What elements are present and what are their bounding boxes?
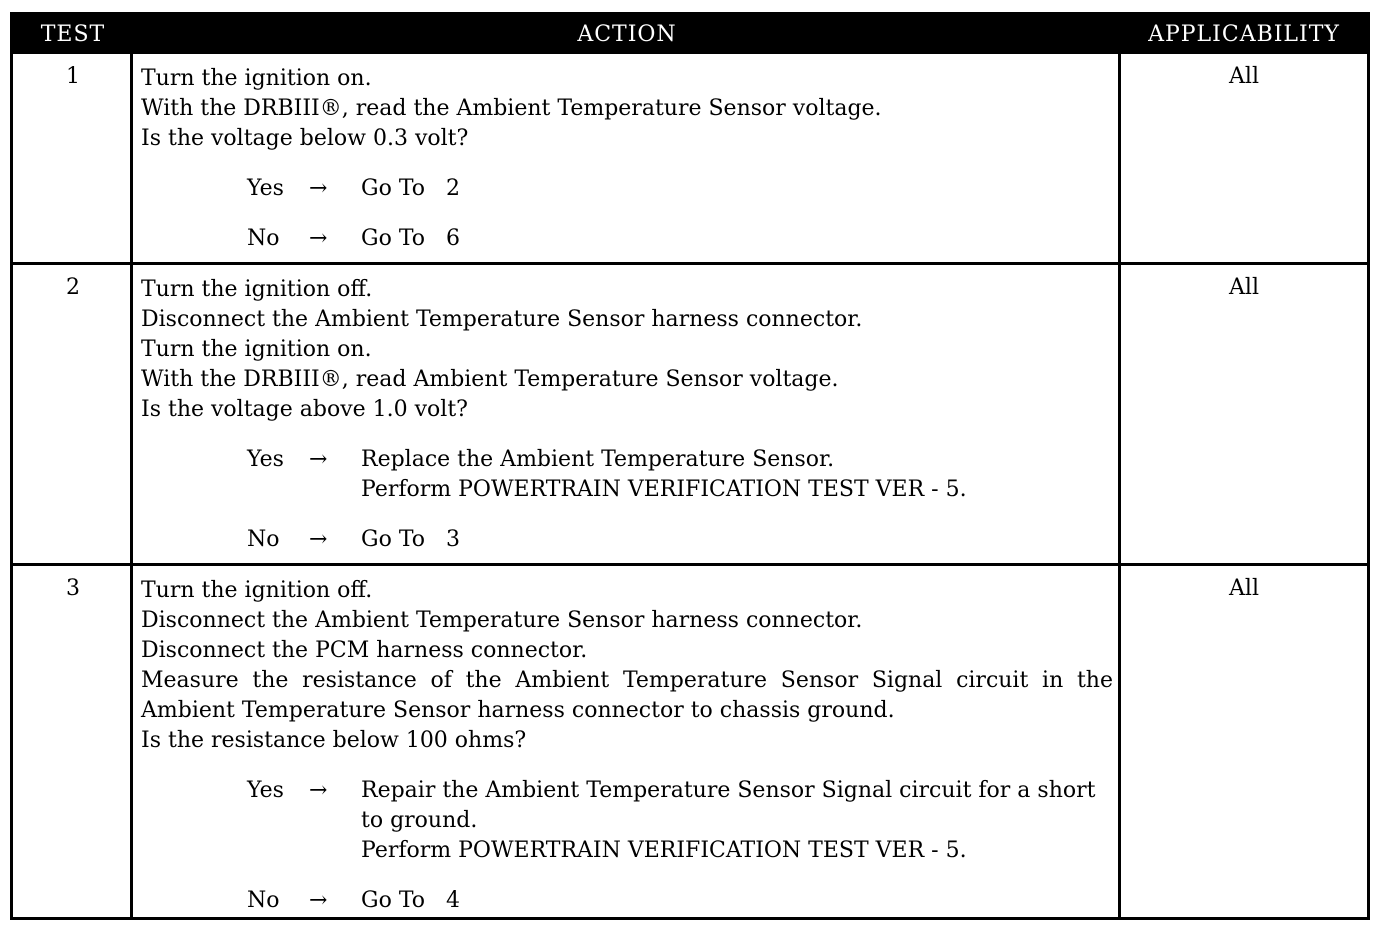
header-action: ACTION xyxy=(577,22,677,47)
step-text: Ambient Temperature Sensor harness connector to chassis ground. xyxy=(141,698,895,723)
test-number: 1 xyxy=(66,64,80,89)
step-text: Disconnect the Ambient Temperature Sensor harness connector. xyxy=(141,608,863,633)
header-applicability: APPLICABILITY xyxy=(1148,22,1340,47)
step-text: With the DRBIII®, read the Ambient Temperature Sensor voltage. xyxy=(141,96,882,121)
yes-branch xyxy=(141,445,1113,505)
step-text: Turn the ignition off. xyxy=(141,578,373,603)
no-label: No xyxy=(247,527,280,552)
step-text: Measure the resistance of the Ambient Temperature Sensor Signal circuit in the xyxy=(141,668,1113,693)
arrow-icon: → xyxy=(309,778,328,803)
applicability-value: All xyxy=(1229,275,1259,300)
step-text: Is the voltage above 1.0 volt? xyxy=(141,397,468,422)
action-cell xyxy=(141,576,1113,916)
no-result xyxy=(361,525,1113,555)
test-number: 3 xyxy=(66,576,80,601)
yes-label: Yes xyxy=(247,447,284,472)
step-text: Disconnect the PCM harness connector. xyxy=(141,638,588,663)
applicability-value: All xyxy=(1229,576,1259,601)
yes-label: Yes xyxy=(247,778,284,803)
arrow-icon: → xyxy=(309,226,328,251)
table-header xyxy=(13,15,1367,54)
yes-branch xyxy=(141,174,1113,204)
no-branch xyxy=(141,886,1113,916)
applicability-value: All xyxy=(1229,64,1259,89)
arrow-icon: → xyxy=(309,447,328,472)
step-text: Is the voltage below 0.3 volt? xyxy=(141,126,469,151)
arrow-icon: → xyxy=(309,176,328,201)
step-text: Disconnect the Ambient Temperature Sensor harness connector. xyxy=(141,307,863,332)
no-result xyxy=(361,886,1113,916)
test-row-1 xyxy=(13,54,1367,265)
result-line: Go To 4 xyxy=(361,888,460,913)
diagnostic-table xyxy=(10,12,1370,920)
result-line: Repair the Ambient Temperature Sensor Signal circuit for a short xyxy=(361,778,1096,803)
result-line: Perform POWERTRAIN VERIFICATION TEST VER - 5. xyxy=(361,477,967,502)
result-line: to ground. xyxy=(361,808,478,833)
no-branch xyxy=(141,525,1113,555)
arrow-icon: → xyxy=(309,527,328,552)
no-result xyxy=(361,224,1113,254)
yes-result xyxy=(361,445,1113,505)
test-number: 2 xyxy=(66,275,80,300)
no-label: No xyxy=(247,226,280,251)
action-cell xyxy=(141,64,1113,254)
step-text: With the DRBIII®, read Ambient Temperature Sensor voltage. xyxy=(141,367,839,392)
no-branch xyxy=(141,224,1113,254)
yes-result xyxy=(361,174,1113,204)
result-line: Go To 6 xyxy=(361,226,460,251)
no-label: No xyxy=(247,888,280,913)
yes-label: Yes xyxy=(247,176,284,201)
test-row-2 xyxy=(13,265,1367,566)
result-line: Replace the Ambient Temperature Sensor. xyxy=(361,447,835,472)
result-line: Go To 2 xyxy=(361,176,460,201)
result-line: Perform POWERTRAIN VERIFICATION TEST VER - 5. xyxy=(361,838,967,863)
step-text: Turn the ignition off. xyxy=(141,277,373,302)
yes-branch xyxy=(141,776,1113,866)
step-text: Turn the ignition on. xyxy=(141,66,372,91)
step-text: Is the resistance below 100 ohms? xyxy=(141,728,527,753)
result-line: Go To 3 xyxy=(361,527,460,552)
yes-result xyxy=(361,776,1113,866)
header-test: TEST xyxy=(40,22,106,47)
test-row-3 xyxy=(13,566,1367,917)
arrow-icon: → xyxy=(309,888,328,913)
step-text: Turn the ignition on. xyxy=(141,337,372,362)
action-cell xyxy=(141,275,1113,555)
